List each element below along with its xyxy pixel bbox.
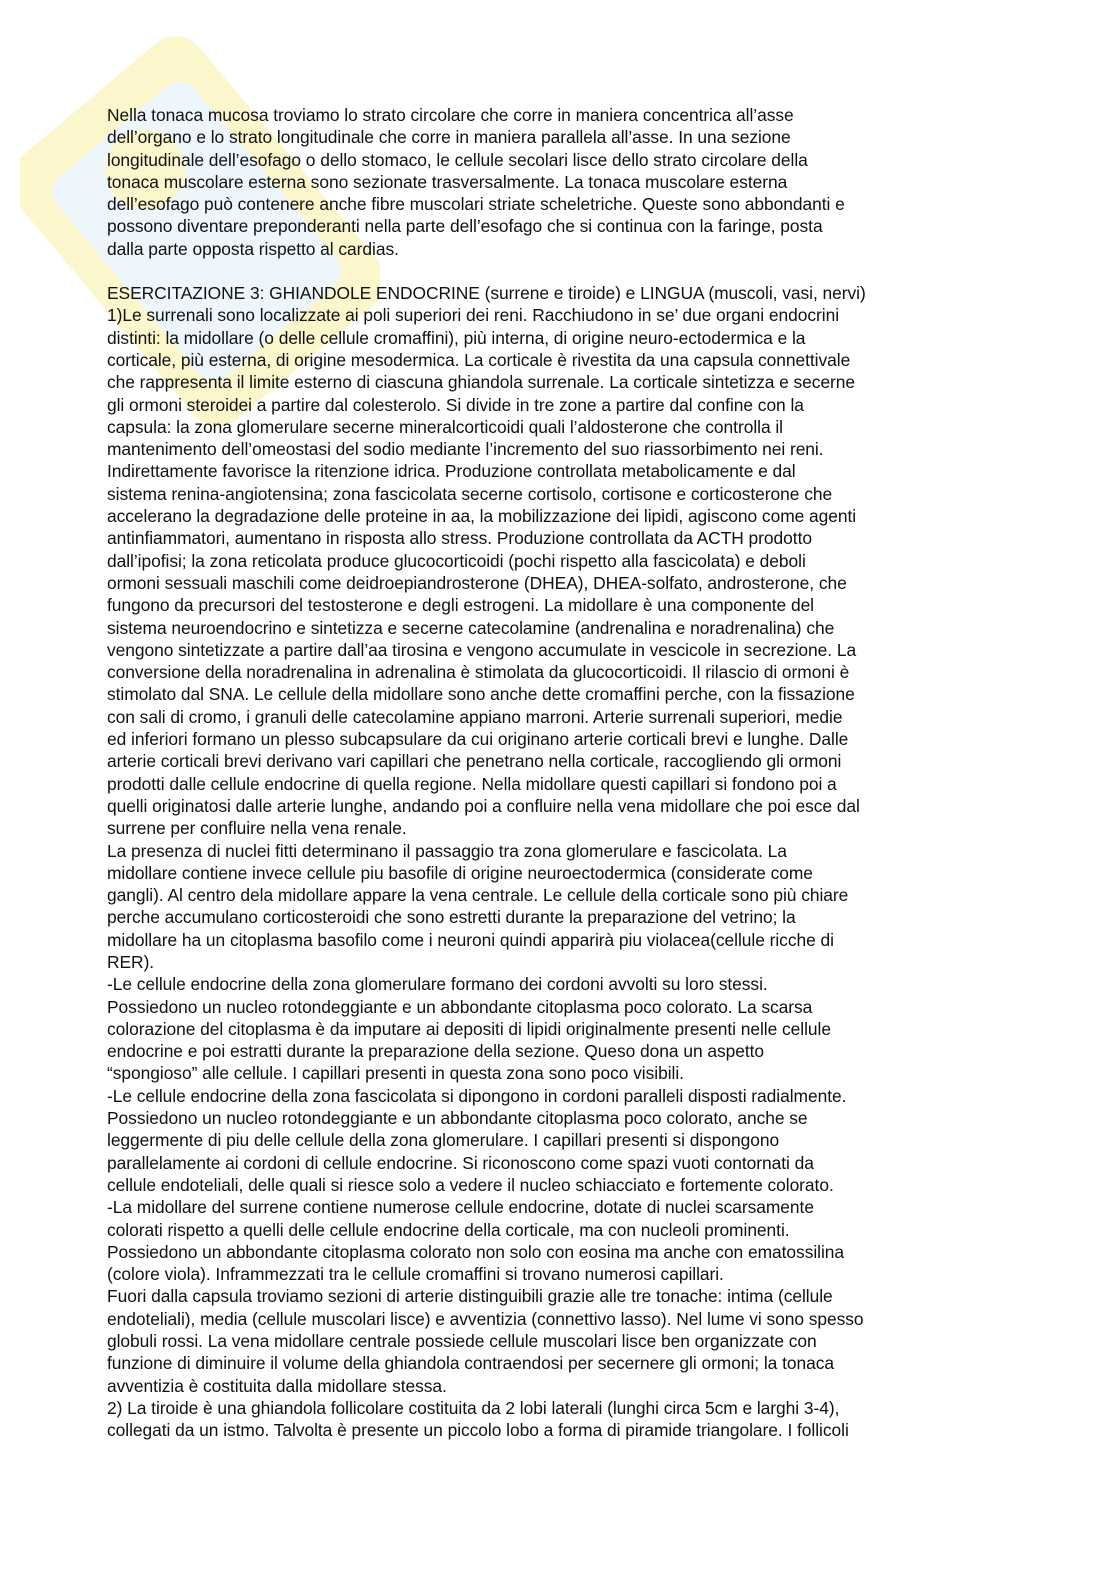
paragraph-esofago: Nella tonaca mucosa troviamo lo strato circolare che corre in maniera concentrica all’asse dell’organo e lo strato longitudinale che corre in maniera parallela all’asse. In una sezione longitudinale dell’esofago o dello stomaco, le cellule secolari lisce dello strato circolare della tonaca muscolare esterna sono sezionate trasversalmente. La tonaca muscolare esterna dell’esofago può contenere anche fibre muscolari striate scheletriche. Queste sono abbondanti e possono diventare preponderanti nella parte dell’esofago che si continua con la faringe, posta dalla parte opposta rispetto al cardias.: [107, 105, 845, 259]
paragraph-glomerulare: -Le cellule endocrine della zona glomerulare formano dei cordoni avvolti su loro stessi. Possiedono un nucleo rotondeggiante e un abbondante citoplasma poco colorato. La scarsa colorazione del citoplasma è da imputare ai depositi di lipidi originalmente presenti nelle cellule endocrine e poi estratti durante la preparazione della sezione. Queso dona un aspetto “spongioso” alle cellule. I capillari presenti in questa zona sono poco visibili.: [107, 974, 831, 1084]
document-body: [107, 104, 1007, 1442]
paragraph-nuclei: La presenza di nuclei fitti determinano il passaggio tra zona glomerulare e fascicolata. La midollare contiene invece cellule piu basofile di origine neuroectodermica (considerate come gangli). Al centro dela midollare appare la vena centrale. Le cellule della corticale sono più chiare perche accumulano corticosteroidi che sono estretti durante la preparazione del vetrino; la midollare ha un citoplasma basofilo come i neuroni quindi apparirà piu violacea(cellule ricche di RER).: [107, 840, 849, 972]
paragraph-midollare: -La midollare del surrene contiene numerose cellule endocrine, dotate di nuclei scarsamente colorati rispetto a quelli delle cellule endocrine della corticale, ma con nucleoli prominenti. Possiedono un abbondante citoplasma colorato non solo con eosina ma anche con ematossilina (colore viola). Inframmezzati tra le cellule cromaffini si trovano numerosi capillari.: [107, 1197, 845, 1285]
paragraph-fascicolata: -Le cellule endocrine della zona fascicolata si dipongono in cordoni paralleli disposti radialmente. Possiedono un nucleo rotondeggiante e un abbondante citoplasma poco colorato, anche se leggermente di piu delle cellule della zona glomerulare. I capillari presenti si dispongono parallelamente ai cordoni di cellule endocrine. Si riconoscono come spazi vuoti contornati da cellule endoteliali, delle quali si riesce solo a vedere il nucleo schiacciato e fortemente colorato.: [107, 1085, 847, 1195]
paragraph-surrenali: ESERCITAZIONE 3: GHIANDOLE ENDOCRINE (surrene e tiroide) e LINGUA (muscoli, vasi, nervi) 1)Le surrenali sono localizzate ai poli superiori dei reni. Racchiudono in se’ due organi endocrini distinti: la midollare (o delle cellule cromaffini), più interna, di origine neuro-ectodermica e la corticale, più esterna, di origine mesodermica. La corticale è rivestita da una capsula connettivale che rappresenta il limite esterno di ciascuna ghiandola surrenale. La corticale sintetizza e secerne gli ormoni steroidei a partire dal colesterolo. Si divide in tre zone a partire dal confine con la capsula: la zona glomerulare secerne mineralcorticoidi quali l’aldosterone che controlla il mantenimento dell’omeostasi del sodio mediante l’incremento del suo riassorbimento nei reni. Indirettamente favorisce la ritenzione idrica. Produzione controllata metabolicamente e dal sistema renina-angiotensina; zona fascicolata secerne cortisolo, cortisone e corticosterone che accelerano la degradazione delle proteine in aa, la mobilizzazione dei lipidi, agiscono come agenti antinfiammatori, aumentano in risposta allo stress. Produzione controllata da ACTH prodotto dall’ipofisi; la zona reticolata produce glucocorticoidi (pochi rispetto alla fascicolata) e deboli ormoni sessuali maschili come deidroepiandrosterone (DHEA), DHEA-solfato, androsterone, che fungono da precursori del testosterone e degli estrogeni. La midollare è una componente del sistema neuroendocrino e sintetizza e secerne catecolamine (andrenalina e noradrenalina) che vengono sintetizzate a partire dall’aa tirosina e vengono accumulate in vescicole in secrezione. La conversione della noradrenalina in adrenalina è stimolata da glucocorticoidi. Il rilascio di ormoni è stimolato dal SNA. Le cellule della midollare sono anche dette cromaffini perche, con la fissazione con sali di cromo, i granuli delle catecolamine appiano marroni. Arterie surrenali superiori, medie ed inferiori formano un plesso subcapsulare da cui originano arterie corticali brevi e lunghe. Dalle arterie corticali brevi derivano vari capillari che penetrano nella corticale, raccogliendo gli ormoni prodotti dalle cellule endocrine di quella regione. Nella midollare questi capillari si fondono poi a quelli originatosi dalle arterie lunghe, andando poi a confluire nella vena midollare che poi esce dal surrene per confluire nella vena renale.: [107, 283, 866, 839]
paragraph-arterie: Fuori dalla capsula troviamo sezioni di arterie distinguibili grazie alle tre tonache: intima (cellule endoteliali), media (cellule muscolari lisce) e avventizia (connettivo lasso). Nel lume vi sono spesso globuli rossi. La vena midollare centrale possiede cellule muscolari lisce ben organizzate con funzione di diminuire il volume della ghiandola contraendosi per secernere gli ormoni; la tonaca avventizia è costituita dalla midollare stessa.: [107, 1286, 864, 1396]
paragraph-tiroide: 2) La tiroide è una ghiandola follicolare costituita da 2 lobi laterali (lunghi circa 5cm e larghi 3-4), collegati da un istmo. Talvolta è presente un piccolo lobo a forma di piramide triangolare. I follicoli: [107, 1397, 849, 1441]
